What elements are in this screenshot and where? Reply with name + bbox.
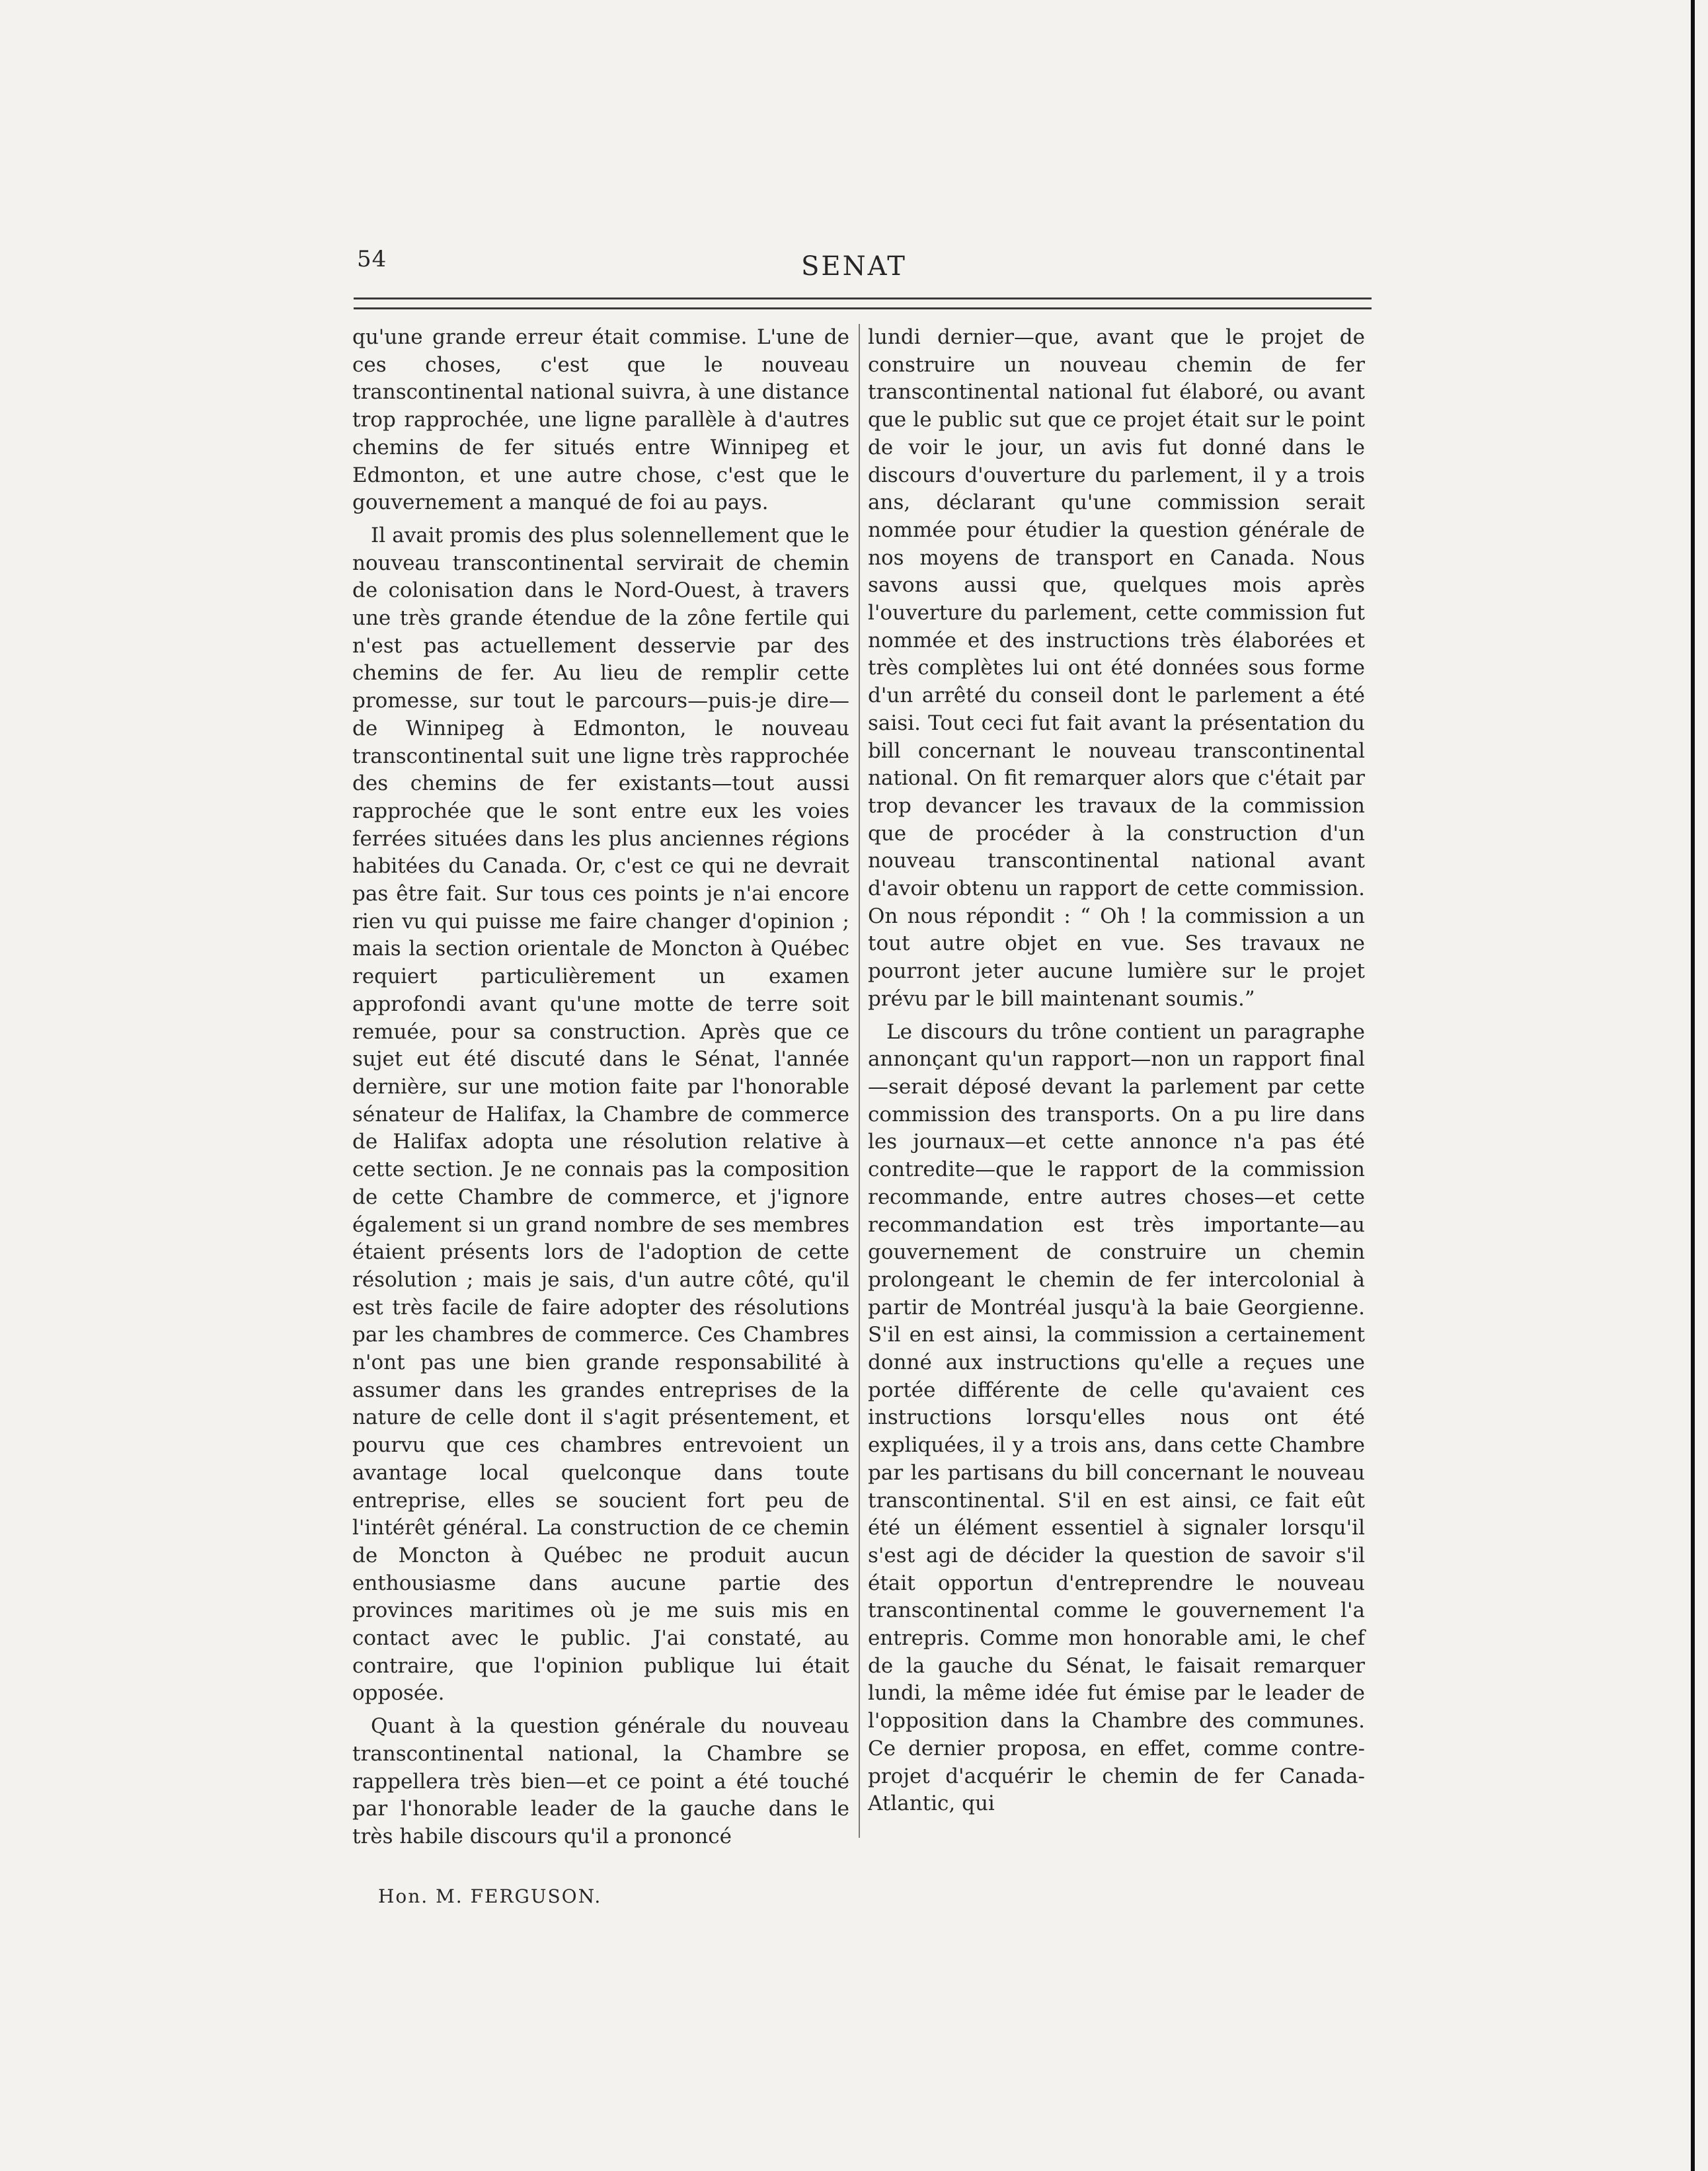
left-paragraph-continued: qu'une grande erreur était commise. L'une de ces choses, c'est que le nouveau transcontinental national suivra, à une distance trop rapprochée, une ligne parallèle à d'autres chemins de fer situés entre Winnipeg et Edmonton, et une autre chose, c'est que le gouvernement a manqué de foi au pays.: [352, 325, 849, 515]
left-paragraph: Quant à la question générale du nouveau transcontinental national, la Chambre se rappellera très bien—et ce point a été touché par l'honorable leader de la gauche dans le très habile discours qu'il a prononcé: [352, 1714, 849, 1848]
column-separator: [859, 324, 860, 1838]
left-column: [352, 324, 849, 1851]
page-number: 54: [357, 246, 387, 272]
right-column: [868, 324, 1365, 1818]
header-rule-top: [354, 297, 1372, 299]
page-edge: [1691, 0, 1708, 2171]
running-head: SENAT: [801, 251, 907, 282]
left-paragraph: Il avait promis des plus solennellement que le nouveau transcontinental servirait de chemin de colonisation dans le Nord-Ouest, à travers une très grande étendue de la zône fertile qui n'est pas actuellement desservie par des chemins de fer. Au lieu de remplir cette promesse, sur tout le parcours—puis-je dire—de Winnipeg à Edmonton, le nouveau transcontinental suit une ligne très rapprochée des chemins de fer existants—tout aussi rapprochée que le sont entre eux les voies ferrées situées dans les plus anciennes régions habitées du Canada. Or, c'est ce qui ne devrait pas être fait. Sur tous ces points je n'ai encore rien vu qui puisse me faire changer d'opinion ; mais la section orientale de Moncton à Québec requiert particulièrement un examen approfondi avant qu'une motte de terre soit remuée, pour sa construction. Après que ce sujet eut été discuté dans le Sénat, l'année dernière, sur une motion faite par l'honorable sénateur de Halifax, la Chambre de commerce de Halifax adopta une résolution relative à cette section. Je ne connais pas la composition de cette Chambre de commerce, et j'ignore également si un grand nombre de ses membres étaient présents lors de l'adoption de cette résolution ; mais je sais, d'un autre côté, qu'il est très facile de faire adopter des résolutions par les chambres de commerce. Ces Chambres n'ont pas une bien grande responsabilité à assumer dans les grandes entreprises de la nature de celle dont il s'agit présentement, et pourvu que ces chambres entrevoient un avantage local quelconque dans toute entreprise, elles se soucient fort peu de l'intérêt général. La construction de ce chemin de Moncton à Québec ne produit aucun enthousiasme dans aucune partie des provinces maritimes où je me suis mis en contact avec le public. J'ai constaté, au contraire, que l'opinion publique lui était opposée.: [352, 523, 849, 1706]
right-paragraph-continued: lundi dernier—que, avant que le projet de construire un nouveau chemin de fer transcontinental national fut élaboré, ou avant que le public sut que ce projet était sur le point de voir le jour, un avis fut donné dans le discours d'ouverture du parlement, il y a trois ans, déclarant qu'une commission serait nommée pour étudier la question générale de nos moyens de transport en Canada. Nous savons aussi que, quelques mois après l'ouverture du parlement, cette commission fut nommée et des instructions très élaborées et très complètes lui ont été données sous forme d'un arrêté du conseil dont le parlement a été saisi. Tout ceci fut fait avant la présentation du bill concernant le nouveau transcontinental national. On fit remarquer alors que c'était par trop devancer les travaux de la commission que de procéder à la construction d'un nouveau transcontinental national avant d'avoir obtenu un rapport de cette commission. On nous répondit : “ Oh ! la commission a un tout autre objet en vue. Ses travaux ne pourront jeter aucune lumière sur le projet prévu par le bill maintenant soumis.”: [868, 325, 1365, 1011]
header-rule-bottom: [354, 307, 1372, 309]
speaker-footer: Hon. M. FERGUSON.: [378, 1885, 602, 1907]
right-paragraph: Le discours du trône contient un paragraphe annonçant qu'un rapport—non un rapport final—serait déposé devant la parlement par cette commission des transports. On a pu lire dans les journaux—et cette annonce n'a pas été contredite—que le rapport de la commission recommande, entre autres choses—et cette recommandation est très importante—au gouvernement de construire un chemin prolongeant le chemin de fer intercolonial à partir de Montréal jusqu'à la baie Georgienne. S'il en est ainsi, la commission a certainement donné aux instructions qu'elle a reçues une portée différente de celle qu'avaient ces instructions lorsqu'elles nous ont été expliquées, il y a trois ans, dans cette Chambre par les partisans du bill concernant le nouveau transcontinental. S'il en est ainsi, ce fait eût été un élément essentiel à signaler lorsqu'il s'est agi de décider la question de savoir s'il était opportun d'entreprendre le nouveau transcontinental comme le gouvernement l'a entrepris. Comme mon honorable ami, le chef de la gauche du Sénat, le faisait remarquer lundi, la même idée fut émise par le leader de l'opposition dans la Chambre des communes. Ce dernier proposa, en effet, comme contre-projet d'acquérir le chemin de fer Canada-Atlantic, qui: [868, 1019, 1365, 1816]
